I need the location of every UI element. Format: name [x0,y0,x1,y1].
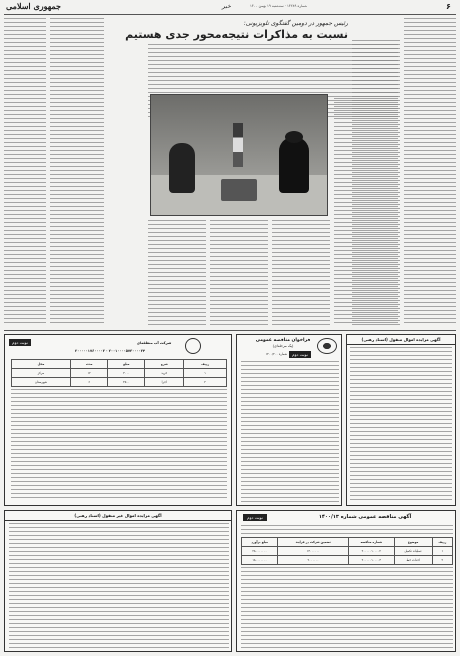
table-cell: ۲ [432,556,452,565]
flag-icon [233,123,243,167]
story-text-col-d [334,98,398,326]
table-cell: اجرا [145,378,184,387]
table-header: محل [12,360,71,369]
ad-2-title: فراخوان مناقصه عمومی [255,338,311,343]
table-header: مبلغ برآورد [242,538,278,547]
right-column-text [404,18,456,326]
masthead-logo: جمهوری اسلامی [6,1,61,11]
ad-1-title: آگهی مزایده اموال منقول (اسناد رهنی) [347,335,455,345]
table-cell: احداث خط [394,556,432,565]
president-figure [279,137,309,193]
table-cell: عملیات تکمیل [394,547,432,556]
ad-1-text [350,347,452,503]
masthead [0,0,460,14]
table-cell: ۳۰۰۰ [108,369,145,378]
table-cell: ۹۰۰۰۰۰۰ [278,556,349,565]
table-cell: ۱۲ [70,369,107,378]
interviewer-figure [169,143,195,193]
left-column-text [4,18,46,326]
interview-photo [150,94,328,216]
ad-3-logo-icon [185,338,201,354]
ad-4-text [9,523,229,649]
ad-5-badge: نوبت دوم [243,514,267,521]
table-cell: ۲۸۰۰۰۰۰۰۰ [242,547,278,556]
table-cell: مرکز [12,369,71,378]
table-cell: ۲۰۰۰۰۰۱۰۰۰۰۳ [348,556,394,565]
ad-3-table [11,359,227,387]
lead-story [108,18,400,328]
ad-3-text [11,389,227,501]
ad-5-title: آگهی مناقصه عمومی شماره ۱۴۰۰/۱۳ [318,514,412,520]
ad-tender-4 [4,510,232,652]
table-cell: ۱۴۰۰۰۰۰۰ [278,547,349,556]
ad-2-subtitle: (یک مرحله‌ای) [272,344,294,348]
table-header: مبلغ [108,360,145,369]
ad-2-number: شماره ۱۴۰۰/۳۰۰ [265,352,287,356]
ad-4-title: آگهی مزایده اموال غیر منقول (اسناد رهنی) [5,511,231,521]
table-cell: ۶ [70,378,107,387]
table-row [242,547,453,556]
ad-3-badge: نوبت دوم [9,339,31,346]
header-rule [4,14,456,15]
ad-2-logo-icon [317,338,337,354]
ad-tender-2 [236,334,342,506]
story-headline: نسبت به مذاکرات نتیجه‌محور جدی هستیم [125,28,348,41]
table-header: مدت [70,360,107,369]
ad-5-table [241,537,453,565]
ad-2-badge: نوبت دوم [289,351,311,358]
table-header: ردیف [184,360,227,369]
turban-icon [285,131,303,143]
left-column-text-2 [50,18,104,326]
page-number: ۶ [446,2,451,11]
date-line: شماره ۱۴۲۸۹ · سه‌شنبه ۱۹ بهمن ۱۴۰۰ [250,4,308,8]
table-cell: شهرستان [12,378,71,387]
story-text-col-b [210,220,268,326]
table-cell: ۱۸۰۰۰۰۰۰۰ [242,556,278,565]
section-rule [4,330,456,331]
story-kicker: رئیس جمهور در دومین گفتگوی تلویزیونی: [243,20,348,27]
table-cell: خرید [145,369,184,378]
table-row [12,378,227,387]
table-header: ردیف [432,538,452,547]
table-cell: ۲ [184,378,227,387]
ad-tender-1 [346,334,456,506]
table-icon [221,179,257,201]
story-text-col-a [148,220,206,326]
table-row [242,556,453,565]
ad-3-number: ۲۰۰۱۰۰۰۰۵۷۳۰۰۰۰۳۴ · ۲۰۰۰۰۰۱۷۶۰۰۰۰۳ [74,349,146,353]
table-row [12,369,227,378]
table-cell: ۴۵۰۰ [108,378,145,387]
table-header: موضوع [394,538,432,547]
table-cell: ۱ [432,547,452,556]
ad-5-intro [241,525,453,535]
ad-3-company: شرکت آب منطقه‌ای [136,341,172,345]
story-text-col-c [272,220,330,326]
ad-5-text [241,567,453,649]
table-cell: ۲۰۰۰۰۰۱۰۰۰۰۲ [348,547,394,556]
ad-tender-3 [4,334,232,506]
table-header: شماره مناقصه [348,538,394,547]
ad-tender-5 [236,510,456,652]
table-header: تضمین شرکت در فرایند [278,538,349,547]
ad-2-text [241,361,339,503]
section-title: خبر [222,3,231,10]
table-header: شرح [145,360,184,369]
table-cell: ۱ [184,369,227,378]
